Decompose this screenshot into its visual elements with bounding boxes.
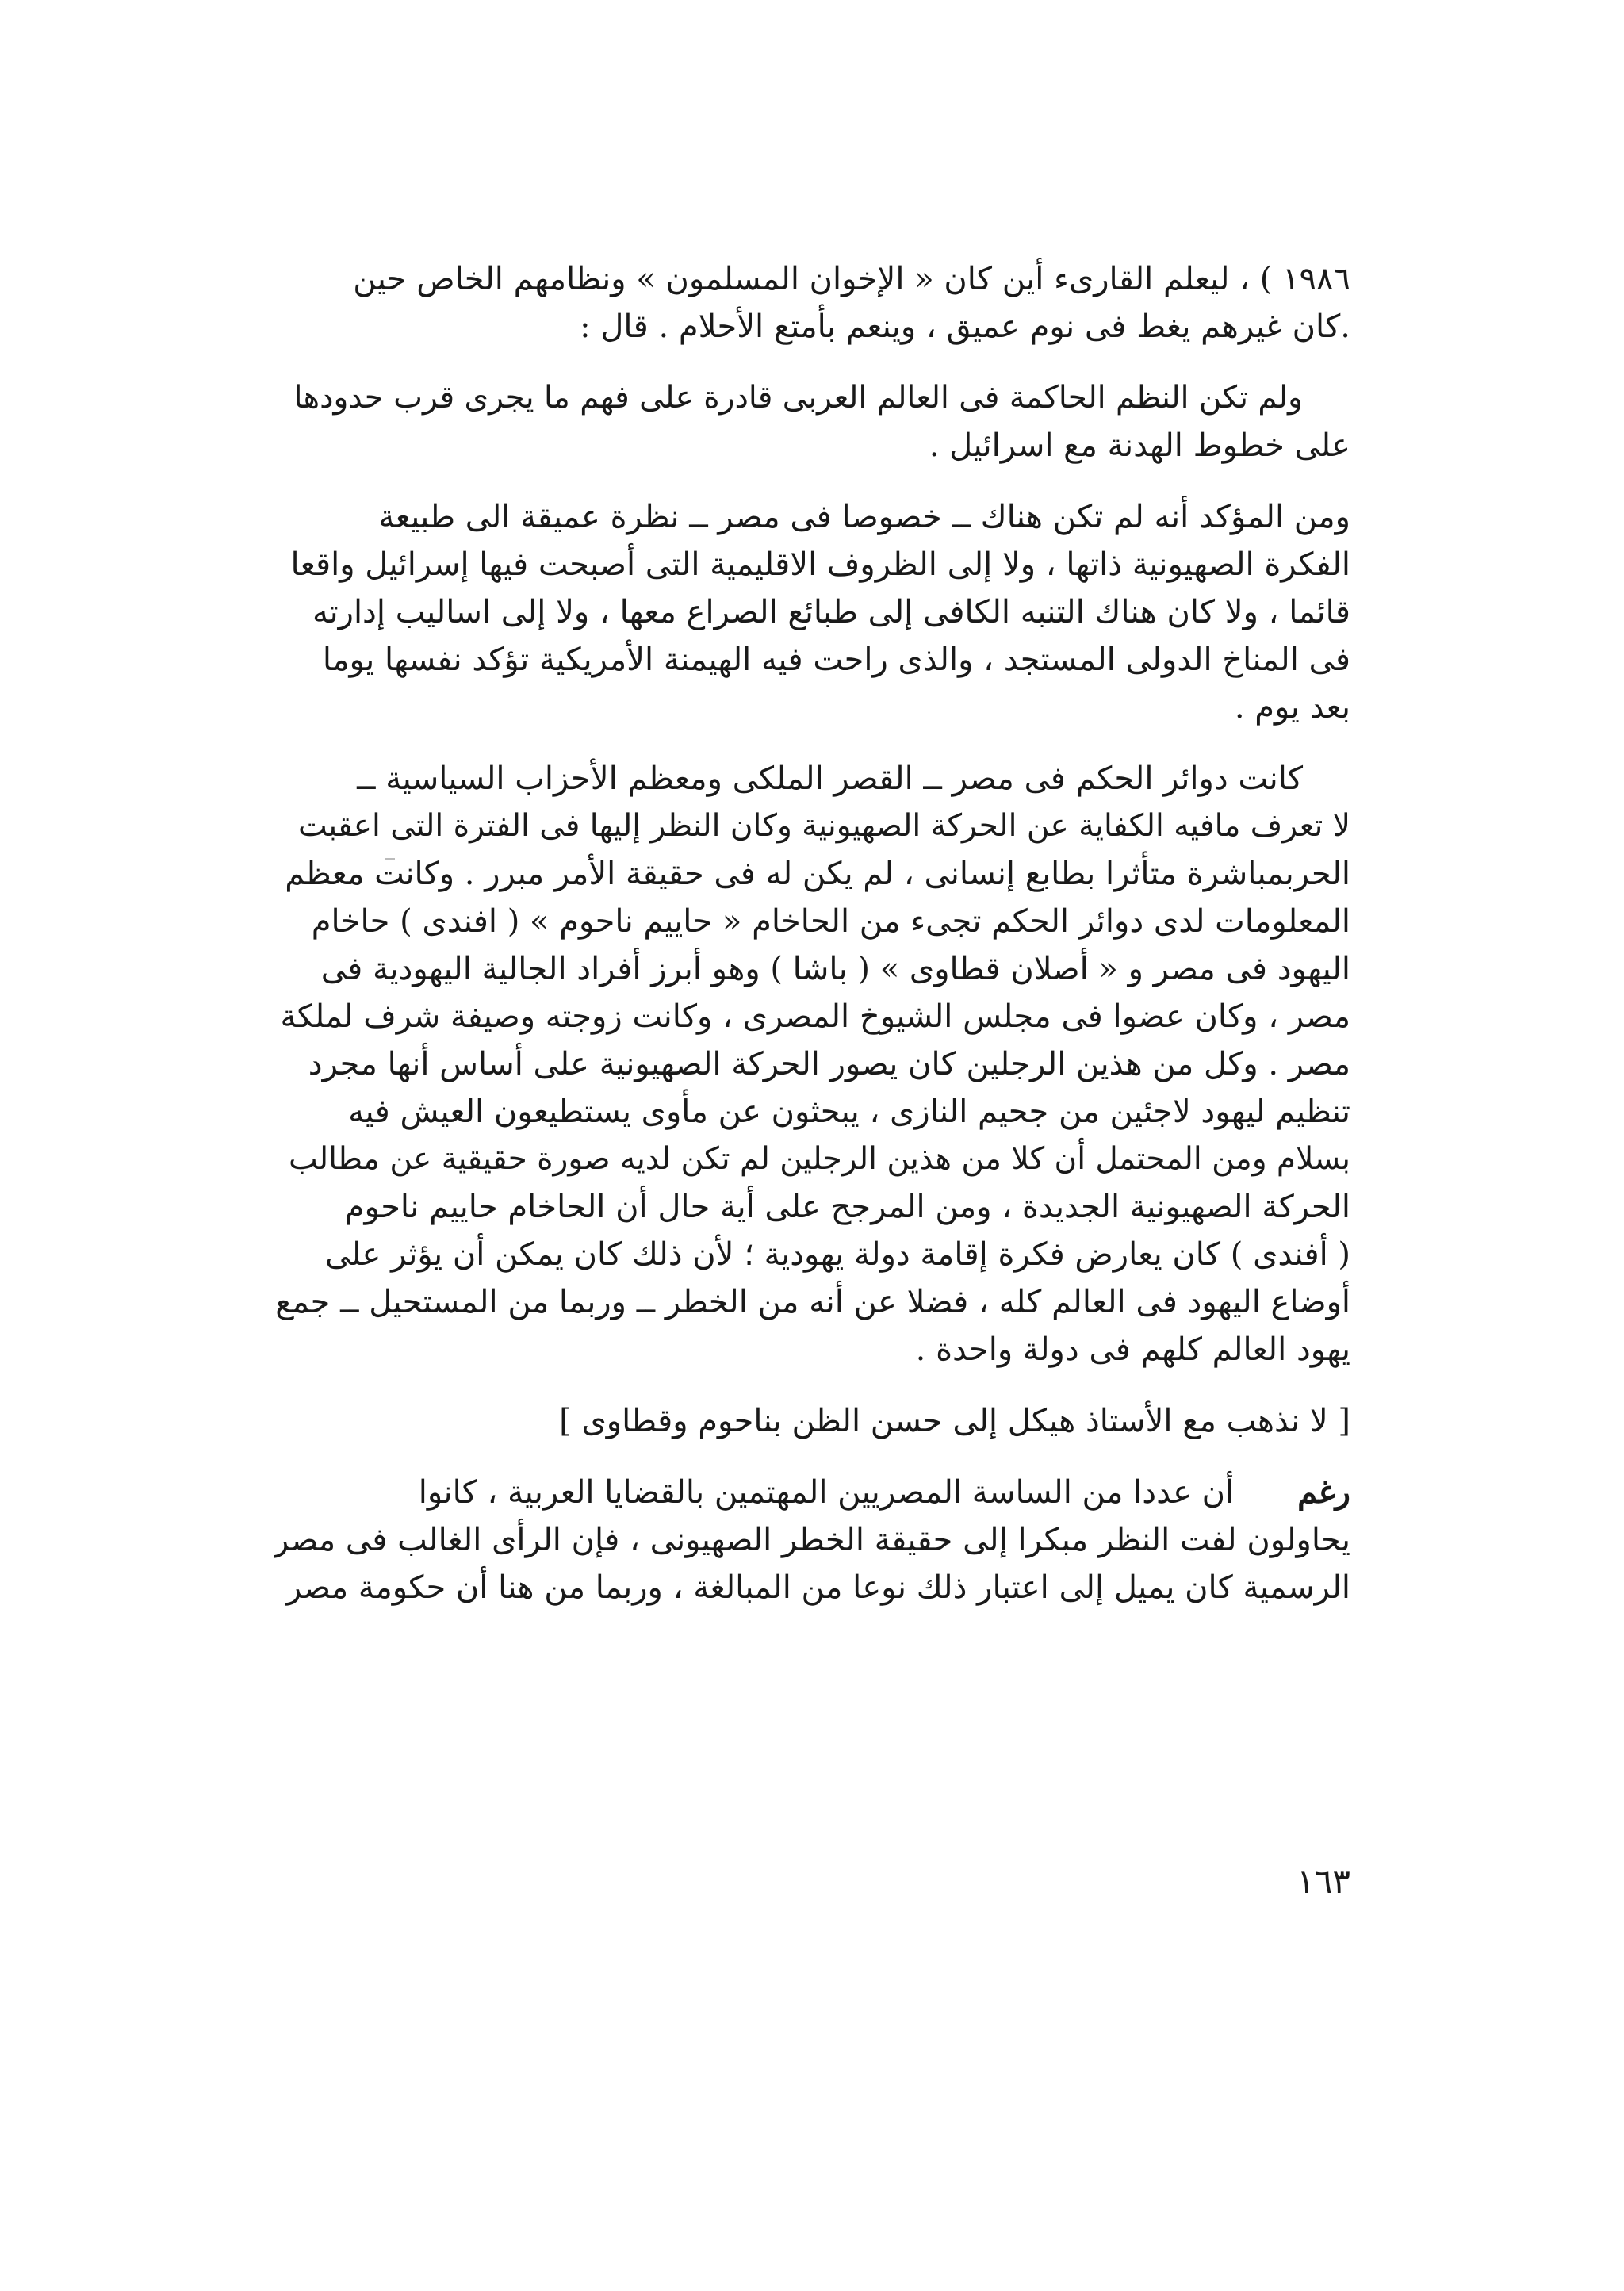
text-line: فى المناخ الدولى المستجد ، والذى راحت فيه الهيمنة الأمريكية تؤكد نفسها يوما: [322, 642, 1350, 678]
text-line: مصر . وكل من هذين الرجلين كان يصور الحركة الصهيونية على أساس أنها مجرد: [308, 1046, 1350, 1082]
text-line: مصر ، وكان عضوا فى مجلس الشيوخ المصرى ، وكانت زوجته وصيفة شرف لملكة: [280, 998, 1350, 1035]
text-line: .كان غيرهم يغط فى نوم عميق ، وينعم بأمتع الأحلام . قال :: [580, 308, 1350, 345]
paragraph-final: [274, 1469, 1350, 1611]
text-line: قائما ، ولا كان هناك التنبه الكافى إلى طبائع الصراع معها ، ولا إلى اساليب إدارته: [312, 594, 1350, 630]
text-line: اليهود فى مصر و « أصلان قطاوى » ( باشا ) وهو أبرز أفراد الجالية اليهودية فى: [320, 951, 1350, 987]
first-line-rest: أن عددا من الساسة المصريين المهتمين بالقضايا العربية ، كانوا: [418, 1474, 1235, 1511]
text-line: أوضاع اليهود فى العالم كله ، فضلا عن أنه من الخطر ــ وربما من المستحيل ــ جمع: [275, 1284, 1350, 1320]
text-line: يحاولون لفت النظر مبكرا إلى حقيقة الخطر الصهيونى ، فإن الرأى الغالب فى مصر: [274, 1522, 1350, 1558]
text-line: لا تعرف مافيه الكفاية عن الحركة الصهيونية وكان النظر إليها فى الفترة التى اعقبت: [297, 808, 1350, 844]
text-line: تنظيم ليهود لاجئين من جحيم النازى ، يبحثون عن مأوى يستطيعون العيش فيه: [348, 1094, 1350, 1130]
text-line: يهود العالم كلهم فى دولة واحدة .: [915, 1331, 1350, 1368]
text-line: الفكرة الصهيونية ذاتها ، ولا إلى الظروف الاقليمية التى أصبحت فيها إسرائيل واقعا: [290, 546, 1350, 583]
text-line: ( أفندى ) كان يعارض فكرة إقامة دولة يهودية ؛ لأن ذلك كان يمكن أن يؤثر على: [324, 1236, 1350, 1273]
text-line: [274, 1469, 1350, 1516]
text-line: ولم تكن النظم الحاكمة فى العالم العربى قادرة على فهم ما يجرى قرب حدودها: [293, 380, 1303, 416]
text-line: كانت دوائر الحكم فى مصر ــ القصر الملكى ومعظم الأحزاب السياسية ــ: [357, 760, 1303, 797]
body-text: [274, 255, 1350, 1611]
paragraph-intro: [274, 255, 1350, 351]
paragraph-zionism: [274, 493, 1350, 731]
text-line: بعد يوم .: [1234, 689, 1350, 726]
page-number: ١٦٣: [1297, 1862, 1350, 1901]
text-line: الحركة الصهيونية الجديدة ، ومن المرجح على أية حال أن الحاخام حاييم ناحوم: [344, 1189, 1350, 1225]
paragraph-circles: [274, 755, 1350, 1373]
text-line: المعلومات لدى دوائر الحكم تجىء من الحاخام « حاييم ناحوم » ( افندى ) حاخام: [311, 903, 1350, 940]
text-line: على خطوط الهدنة مع اسرائيل .: [929, 427, 1350, 464]
text-line: الرسمية كان يميل إلى اعتبار ذلك نوعا من المبالغة ، وربما من هنا أن حكومة مصر: [285, 1569, 1350, 1606]
lead-word: رغم: [1297, 1473, 1350, 1511]
text-line: ومن المؤكد أنه لم تكن هناك ــ خصوصا فى مصر ــ نظرة عميقة الى طبيعة: [378, 499, 1350, 535]
text-line: ١٩٨٦ ) ، ليعلم القارىء أين كان « الإخوان المسلمون » ونظامهم الخاص حين: [353, 261, 1350, 297]
paragraph-quote: [274, 374, 1350, 469]
text-line: بسلام ومن المحتمل أن كلا من هذين الرجلين لم تكن لديه صورة حقيقية عن مطالب: [289, 1141, 1350, 1177]
text-line: الحربمباشرة متأثرا بطابع إنسانى ، لم يكن له فى حقيقة الأمر مبرر . وكانت معظم: [285, 856, 1350, 892]
section-subheading: [ لا نذهب مع الأستاذ هيكل إلى حسن الظن بناحوم وقطاوى ]: [559, 1403, 1350, 1439]
